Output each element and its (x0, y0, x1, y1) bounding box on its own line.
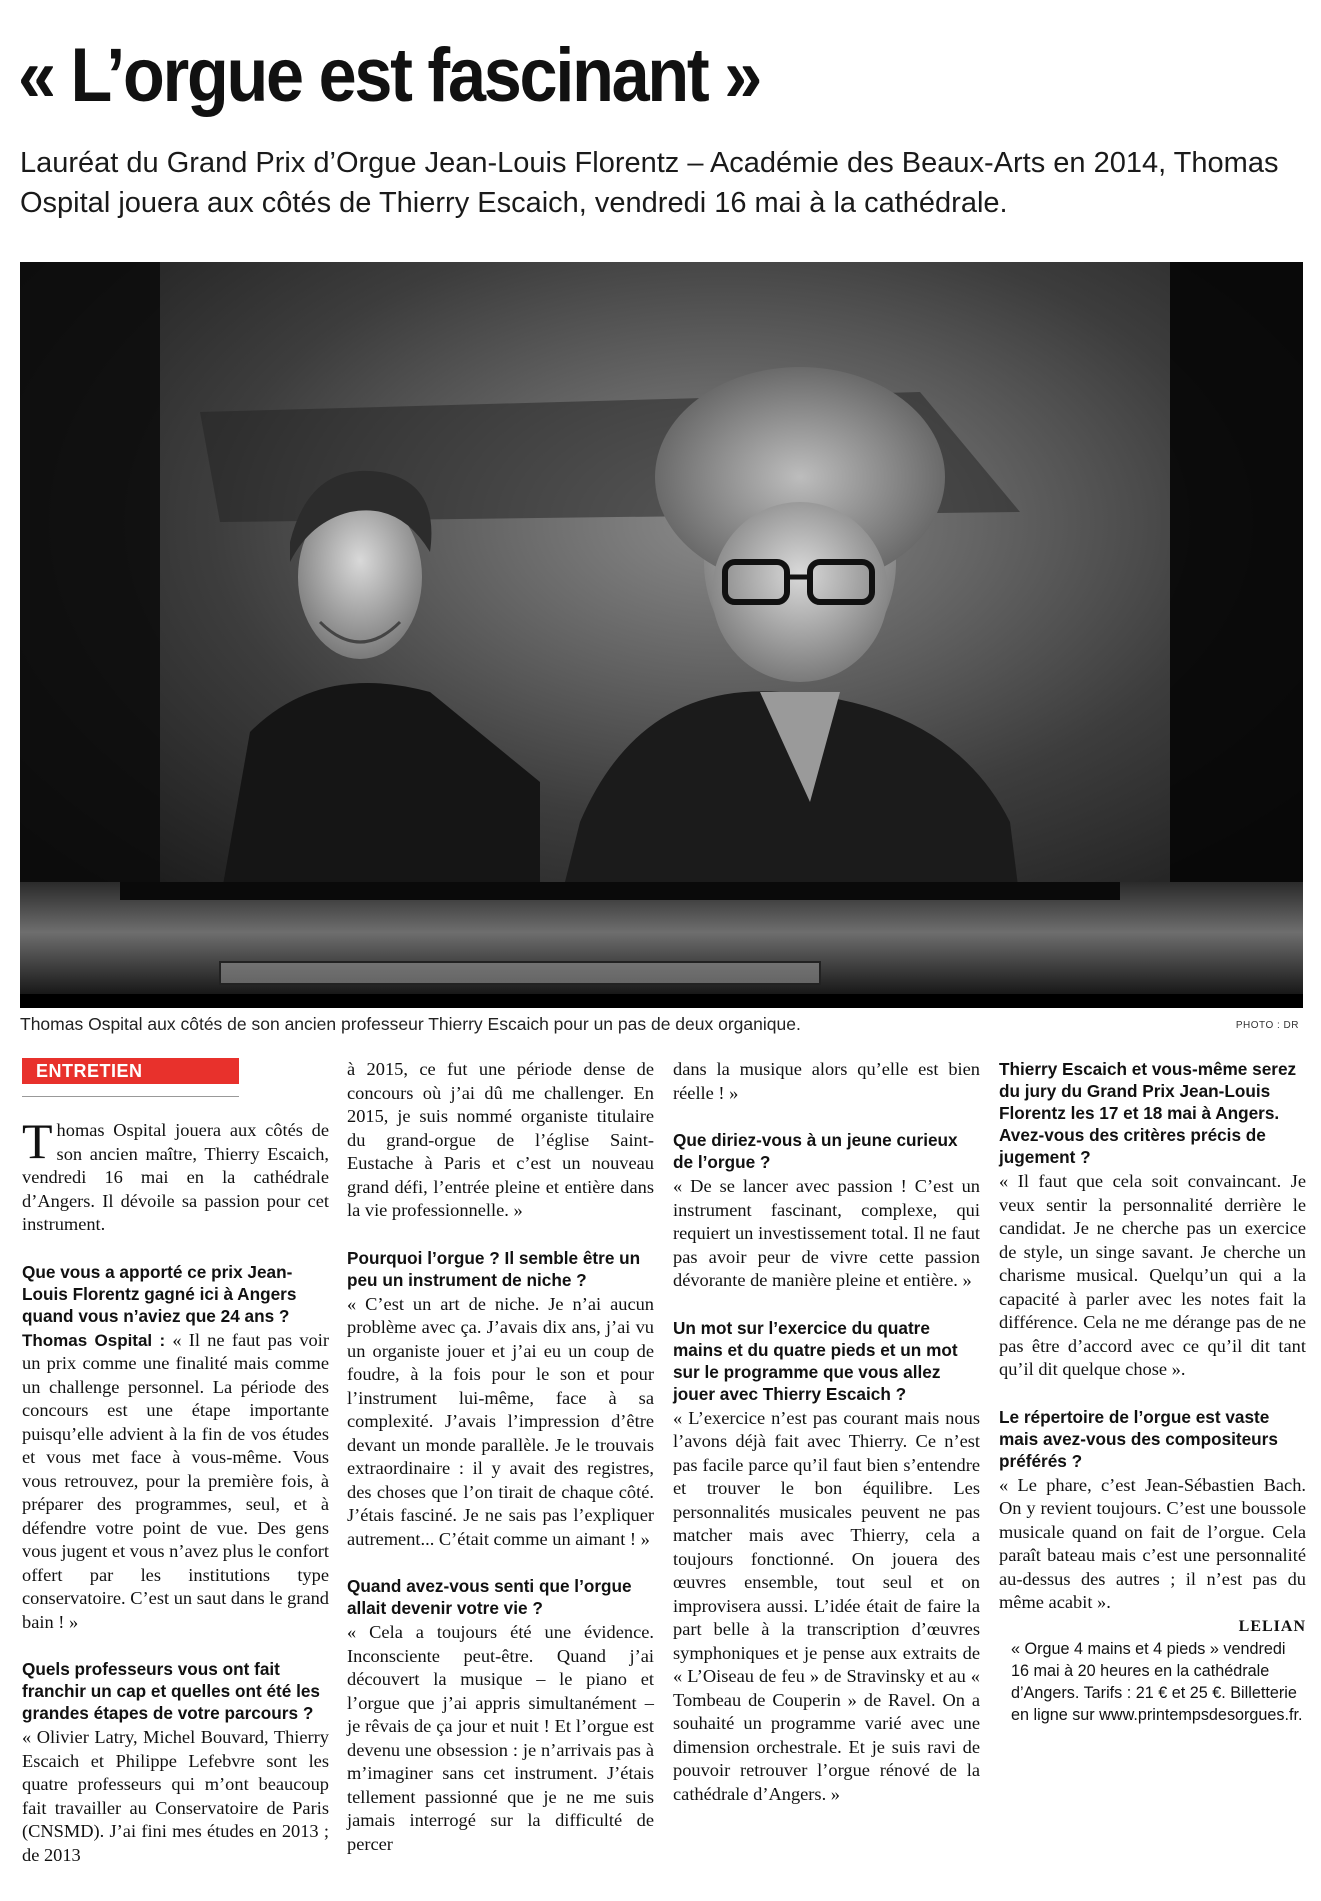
article-column-3 (673, 1058, 980, 1806)
answer-5: « De se lancer avec passion ! C’est un instrument fascinant, complexe, qui requiert un investissement total. Il ne faut pas avoir peur de vivre cette passion dévorante de manière pleine et entière. » (673, 1176, 980, 1290)
question-8: Le répertoire de l’orgue est vaste mais avez-vous des compositeurs préférés ? (999, 1406, 1278, 1471)
event-info-box: « Orgue 4 mains et 4 pieds » vendredi 16 mai à 20 heures en la cathédrale d’Angers. Tarifs : 21 € et 25 €. Billetterie en ligne sur www.printempsdesorgues.fr. (1011, 1640, 1303, 1724)
question-2: Quels professeurs vous ont fait franchir un cap et quelles ont été les grandes étapes de votre parcours ? (22, 1659, 320, 1723)
section-label: ENTRETIEN (22, 1058, 239, 1084)
photo-caption: Thomas Ospital aux côtés de son ancien professeur Thierry Escaich pour un pas de deux organique. (20, 1014, 801, 1034)
article-column-2 (347, 1058, 654, 1856)
answer-1 (22, 1329, 329, 1635)
answer-6: « L’exercice n’est pas courant mais nous l’avons déjà fait avec Thierry. Ce n’est pas facile parce qu’il faut bien s’entendre et trouver le bon équilibre. Les personnalités musicales peuvent ne pas matcher mais avec Thierry, cela a toujours fonctionné. On jouera des œuvres ensemble, tout seul et on improvisera aussi. L’idée était de faire la part belle à la transcription d’œuvres symphoniques et je pense aux extraits de « L’Oiseau de feu » de Stravinsky et au « Tombeau de Couperin » de Ravel. On a souhaité un programme varié avec une dimension orchestrale. Et je suis ravi de pouvoir retrouver l’orgue rénové de la cathédrale d’Angers. » (673, 1407, 980, 1804)
author-signature: LELIAN (1238, 1617, 1306, 1635)
question-5: Que diriez-vous à un jeune curieux de l’orgue ? (673, 1130, 958, 1172)
article-subtitle: Lauréat du Grand Prix d’Orgue Jean-Louis Florentz – Académie des Beaux-Arts en 2014, Thomas Ospital jouera aux côtés de Thierry Escaich, vendredi 16 mai à la cathédrale. (20, 147, 1279, 219)
article-photo (20, 262, 1303, 1008)
answer-8: « Le phare, c’est Jean-Sébastien Bach. On y revient toujours. C’est une boussole musicale quand on fait de l’orgue. Cela paraît bateau mais c’est une personnalité au-dessus des autres ; il n’est pas du même acabit ». (999, 1474, 1306, 1612)
section-divider (22, 1096, 239, 1097)
answer-4-part-2: dans la musique alors qu’elle est bien réelle ! » (673, 1059, 980, 1103)
answer-2-part-1: « Olivier Latry, Michel Bouvard, Thierry Escaich et Philippe Lefebvre sont les quatre professeurs qui m’ont beaucoup fait travailler au Conservatoire de Paris (CNSMD). J’ai fini mes études en 2013 ; de 2013 (22, 1727, 329, 1865)
drop-cap: T (22, 1113, 53, 1169)
answer-3: « C’est un art de niche. Je n’ai aucun problème avec ça. J’avais dix ans, j’ai vu un organiste jouer et j’ai eu un coup de foudre, à la fois pour le son et pour l’instrument lui-même, face à sa complexité. J’avais l’impression d’être devant un monde parallèle. Je le trouvais extraordinaire : il y avait des registres, des choses que l’on tirait de chaque côté. J’étais fasciné. Je ne sais pas l’expliquer autrement... C’était comme un aimant ! » (347, 1293, 654, 1549)
question-3: Pourquoi l’orgue ? Il semble être un peu un instrument de niche ? (347, 1247, 641, 1290)
article-column-4 (999, 1058, 1306, 1726)
answer-7: « Il faut que cela soit convaincant. Je veux sentir la personnalité derrière le candidat. Je ne cherche pas un exercice de style, un singe savant. Je cherche un charisme musical. Quelqu’un qui a la capacité à parler avec les notes fait la différence. Cela ne me dérange pas de ne pas être d’accord avec ce qu’il dit tant qu’il dit quelque chose ». (999, 1171, 1306, 1379)
photo-illustration (20, 262, 1303, 1008)
photo-credit: PHOTO : DR (1235, 1020, 1299, 1031)
answer-2-part-2: à 2015, ce fut une période dense de concours où j’ai dû me challenger. En 2015, je suis nommé organiste titulaire du grand-orgue de l’église Saint-Eustache à Paris et c’est un nouveau grand défi, l’entrée pleine et entière dans la vie professionnelle. » (347, 1059, 654, 1220)
question-7: Thierry Escaich et vous-même serez du jury du Grand Prix Jean-Louis Florentz les 17 et 18 mai à Angers. Avez-vous des critères précis de jugement ? (999, 1059, 1297, 1167)
answer-1-text: « Il ne faut pas voir un prix comme une finalité mais comme un challenge personnel. La période des concours est une étape importante puisqu’elle advient à la fin de vos études et vous met face à vous-même. Vous vous retrouvez, pour la première fois, à préparer des programmes, seul, et à défendre votre point de vue. Des gens vous jugent et vous n’avez plus le confort offert par les institutions type conservatoire. C’est un saut dans le grand bain ! » (22, 1329, 329, 1632)
article-lede (22, 1113, 329, 1237)
answer-4-part-1: « Cela a toujours été une évidence. Inconsciente peut-être. Quand j’ai découvert la musique – le piano et l’orgue que j’ai appris simultanément – je rêvais de ça jour et nuit ! Et l’orgue est devenu une obsession : je n’arrivais pas à m’imaginer sans cet instrument. J’étais tellement passionné que je ne me suis jamais interrogé sur la difficulté de percer (347, 1622, 654, 1854)
question-4: Quand avez-vous senti que l’orgue allait devenir votre vie ? (347, 1576, 632, 1618)
answer-speaker: Thomas Ospital : (22, 1330, 166, 1350)
article-column-1 (22, 1058, 329, 1867)
question-1: Que vous a apporté ce prix Jean-Louis Florentz gagné ici à Angers quand vous n’aviez que 24 ans ? (22, 1261, 297, 1326)
question-6: Un mot sur l’exercice du quatre mains et du quatre pieds et un mot sur le programme que vous allez jouer avec Thierry Escaich ? (673, 1317, 958, 1404)
article-title: « L’orgue est fascinant » (18, 33, 761, 118)
lede-text: homas Ospital jouera aux côtés de son ancien maître, Thierry Escaich, vendredi 16 mai en la cathédrale d’Angers. Il dévoile sa passion pour cet instrument. (22, 1120, 329, 1234)
